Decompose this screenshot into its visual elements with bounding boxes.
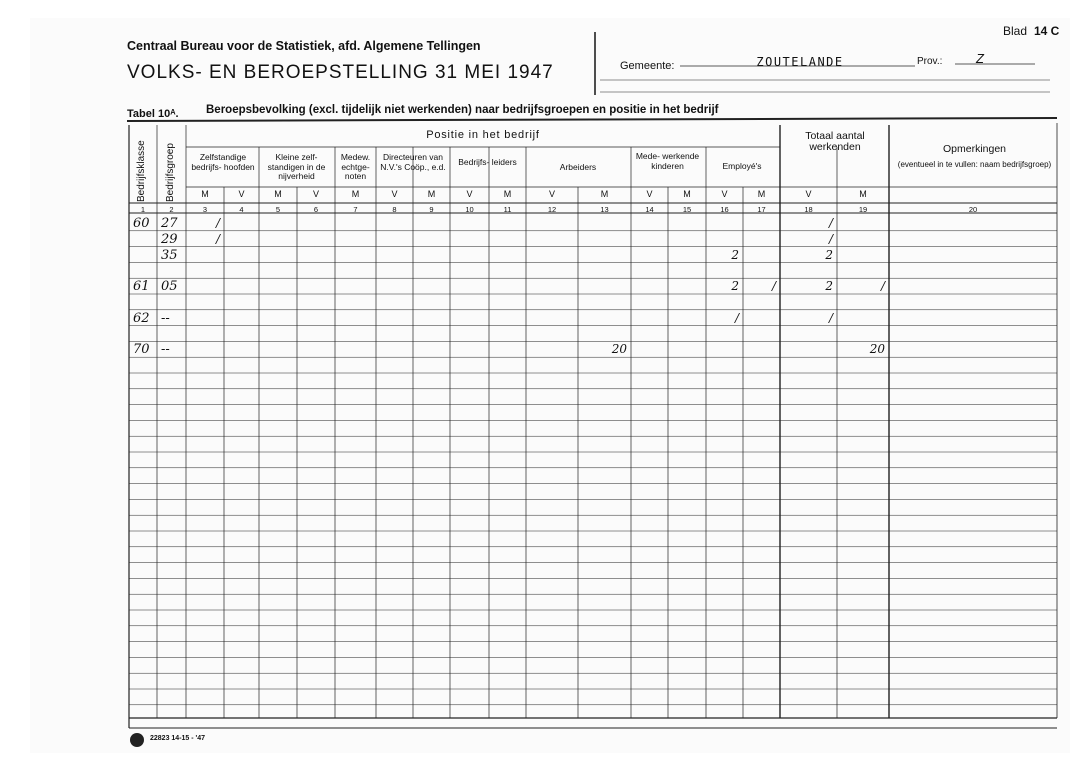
column-number: 14 [645, 205, 654, 214]
header-bedrijfsgroep: Bedrijfsgroep [165, 143, 176, 202]
column-number: 6 [313, 205, 319, 214]
header-arbeiders: Arbeiders [559, 162, 597, 172]
m-subheader: M [503, 189, 512, 199]
header-directeuren: Directeuren van N.V.'s Coöp., e.d. [380, 152, 446, 172]
m-subheader: M [757, 189, 766, 199]
header-bedrijfsleiders: Bedrijfs- leiders [458, 157, 517, 167]
column-number: 2 [169, 205, 174, 214]
v-subheader: V [721, 189, 728, 199]
province-label: Prov.: [917, 56, 943, 67]
sheet-number: 14 C [1034, 24, 1060, 38]
entry-groep: 27 [161, 216, 178, 231]
column-number: 17 [757, 205, 766, 214]
entry-c13: 20 [611, 342, 627, 357]
column-number: 3 [202, 205, 208, 214]
entry-groep: 29 [161, 231, 178, 247]
column-number: 19 [858, 205, 868, 214]
column-number: 13 [600, 205, 609, 214]
print-code: 22823 14-15 - '47 [150, 735, 205, 742]
column-number: 16 [720, 205, 729, 214]
entry-klasse: 60 [133, 216, 150, 231]
entry-c16: / [734, 310, 739, 325]
sheet-label: Blad [1003, 24, 1028, 38]
printer-logo-icon [130, 733, 144, 747]
column-number: 10 [465, 205, 474, 214]
form-title: VOLKS- EN BEROEPSTELLING 31 MEI 1947 [127, 62, 554, 83]
column-number: 11 [503, 205, 512, 214]
v-subheader: V [312, 189, 319, 199]
header-opmerkingen-note: (eventueel in te vullen: naam bedrijfsgroep) [897, 160, 1052, 169]
v-subheader: V [466, 189, 473, 199]
column-number: 1 [140, 205, 146, 214]
header-positie: Positie in het bedrijf [426, 129, 540, 141]
entry-groep: -- [161, 342, 170, 358]
entry-groep: 35 [161, 247, 178, 263]
column-number: 5 [275, 205, 281, 214]
header-zelfstandige: Zelfstandige bedrijfs- hoofden [191, 152, 255, 172]
column-number: 12 [547, 205, 557, 214]
entry-klasse: 70 [133, 342, 150, 358]
v-subheader: V [548, 189, 555, 199]
column-number: 20 [968, 205, 978, 214]
m-subheader: M [600, 189, 609, 199]
entry-c18: / [828, 231, 833, 246]
v-subheader: V [646, 189, 653, 199]
v-subheader: V [238, 189, 245, 199]
header-bedrijfsklasse: Bedrijfsklasse [136, 140, 147, 202]
column-number: 9 [429, 205, 434, 214]
header-medew-echtgenoten: Medew. echtge- noten [340, 152, 371, 181]
entry-c3: / [215, 216, 220, 230]
column-number: 8 [392, 205, 397, 214]
organisation-name: Centraal Bureau voor de Statistiek, afd. Algemene Tellingen [127, 39, 481, 53]
column-number: 4 [239, 205, 244, 214]
entry-c3: / [215, 231, 220, 246]
entry-c18: 2 [825, 247, 833, 262]
table-caption: Beroepsbevolking (excl. tijdelijk niet werkenden) naar bedrijfsgroepen en positie in het bedrijf [206, 104, 719, 116]
province-value: Z [976, 51, 984, 66]
entry-c17: / [771, 279, 776, 294]
header-employes: Employé's [722, 161, 762, 171]
municipality-label: Gemeente: [620, 60, 675, 72]
m-subheader: M [201, 189, 209, 199]
entry-c18: / [828, 216, 833, 230]
entry-c18: 2 [825, 279, 833, 294]
entry-klasse: 62 [133, 310, 150, 326]
entry-groep: -- [161, 310, 170, 326]
column-number: 15 [682, 205, 692, 214]
entry-c18: / [828, 310, 833, 325]
entry-c16: 2 [731, 247, 739, 262]
municipality-value: ZOUTELANDE [756, 55, 844, 69]
table-number: Tabel 10ᴬ. [127, 108, 179, 120]
entry-c16: 2 [731, 279, 739, 294]
m-subheader: M [859, 189, 867, 199]
m-subheader: M [427, 189, 436, 199]
header-totaal: Totaal aantal werkenden [805, 130, 865, 153]
entry-c19: 20 [869, 342, 885, 357]
entry-c19: / [880, 279, 885, 294]
entry-groep: 05 [161, 279, 178, 295]
v-subheader: V [391, 189, 398, 199]
header-kleine-zelfstandigen: Kleine zelf- standigen in de nijverheid [267, 152, 326, 181]
header-medewerkende-kinderen: Mede- werkende kinderen [635, 151, 700, 171]
column-number: 18 [804, 205, 813, 214]
entry-klasse: 61 [133, 279, 150, 295]
m-subheader: M [683, 189, 691, 199]
header-opmerkingen: Opmerkingen [942, 143, 1007, 155]
m-subheader: M [274, 189, 282, 199]
m-subheader: M [351, 189, 360, 199]
column-number: 7 [353, 205, 358, 214]
v-subheader: V [805, 189, 812, 199]
